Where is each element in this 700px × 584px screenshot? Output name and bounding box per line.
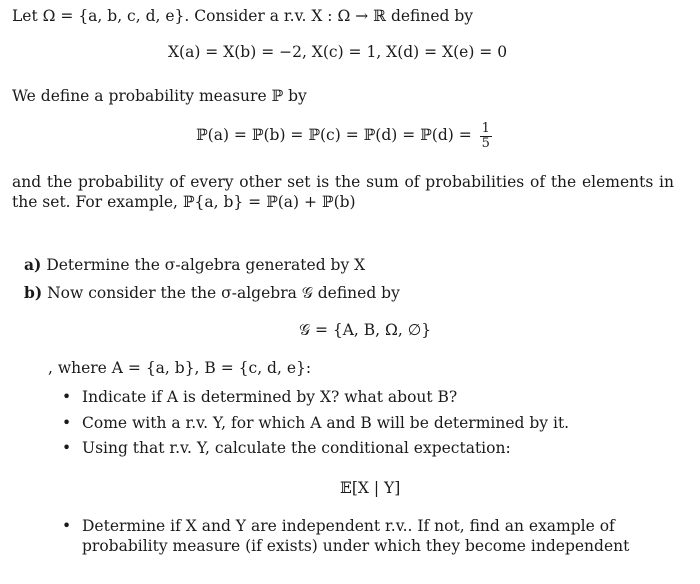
definition-x: X(a) = X(b) = −2, X(c) = 1, X(d) = X(e) = 0: [168, 43, 508, 61]
question-a-label: a): [24, 255, 42, 274]
bullet-icon: •: [62, 517, 72, 535]
bullet-list-item: [62, 413, 569, 433]
question-b-text: Now consider the the σ-algebra 𝒢 defined by: [47, 284, 400, 302]
question-a: [24, 255, 365, 275]
bullet-text: Come with a r.v. Y, for which A and B will be determined by it.: [82, 414, 570, 432]
question-b: [24, 283, 400, 303]
bullet-text: Determine if X and Y are independent r.v.. If not, find an example of probability measure (if exists) under which they become independent: [82, 517, 630, 556]
bullet-list-item: [62, 387, 457, 407]
sum-paragraph: and the probability of every other set is the sum of probabilities of the elements in the set. For example, ℙ{a, b} = ℙ(a) + ℙ(b): [12, 173, 674, 212]
question-a-text: Determine the σ-algebra generated by X: [46, 256, 366, 274]
sigma-algebra-g: 𝒢 = {A, B, Ω, ∅}: [299, 321, 432, 339]
intro-line: Let Ω = {a, b, c, d, e}. Consider a r.v. X : Ω → ℝ defined by: [12, 7, 474, 25]
measure-equation: [196, 122, 492, 150]
fraction-denominator: 5: [481, 135, 490, 151]
bullet-icon: •: [62, 439, 72, 457]
question-b-label: b): [24, 283, 43, 302]
bullet-list-item: [62, 516, 678, 557]
where-line: , where A = {a, b}, B = {c, d, e}:: [48, 359, 312, 377]
bullet-icon: •: [62, 388, 72, 406]
measure-fraction: [480, 122, 492, 150]
bullet-icon: •: [62, 414, 72, 432]
bullet-text: Using that r.v. Y, calculate the conditional expectation:: [82, 439, 511, 457]
bullet-text: Indicate if A is determined by X? what about B?: [82, 388, 458, 406]
measure-intro-line: We define a probability measure ℙ by: [12, 87, 307, 105]
fraction-numerator: 1: [481, 121, 490, 136]
bullet-list-item: [62, 438, 511, 458]
measure-equation-text: ℙ(a) = ℙ(b) = ℙ(c) = ℙ(d) = ℙ(d) =: [196, 126, 472, 145]
conditional-expectation: 𝔼[X | Y]: [340, 479, 401, 497]
